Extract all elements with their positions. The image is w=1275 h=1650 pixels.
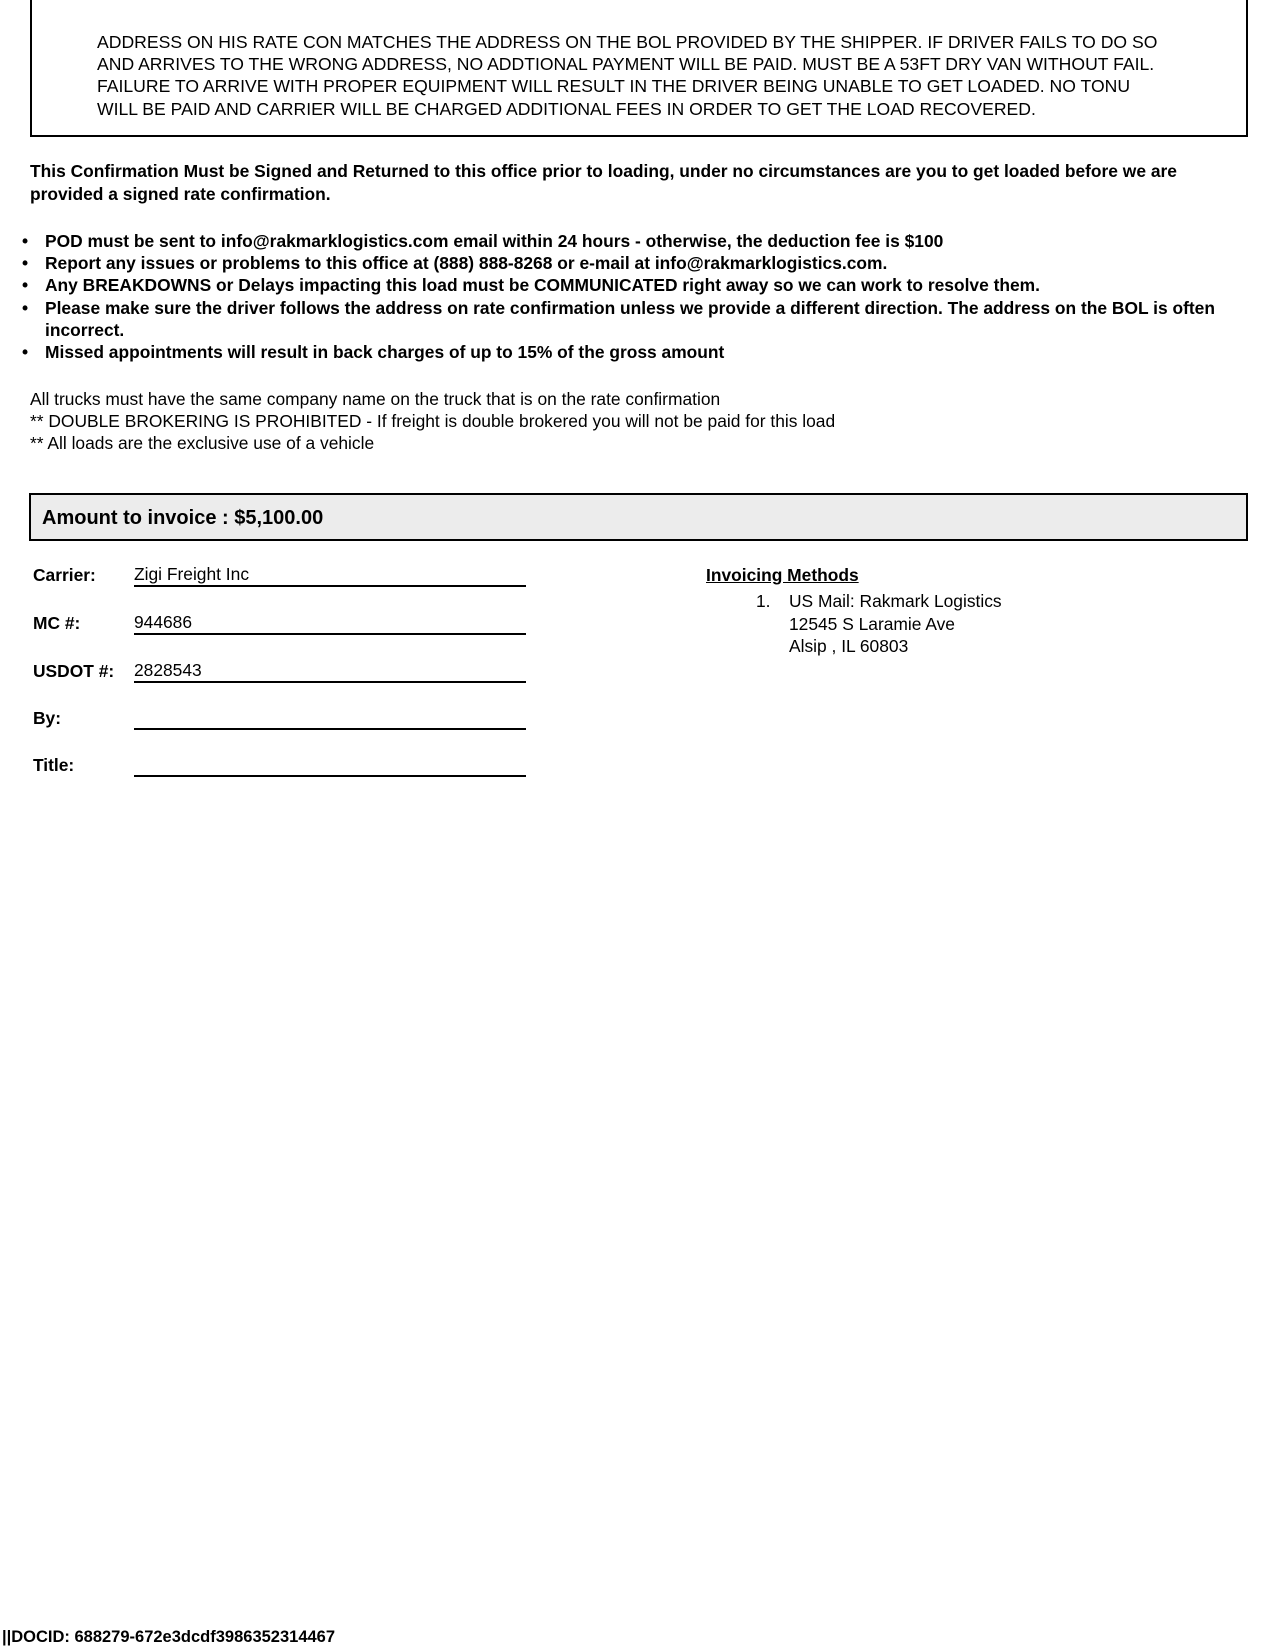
address-line: 12545 S Laramie Ave [789, 613, 955, 634]
note-line: All trucks must have the same company name on the truck that is on the rate confirmation [30, 389, 721, 409]
list-item [22, 252, 1247, 274]
rule-text: Any BREAKDOWNS or Delays impacting this load must be COMMUNICATED right away so we can work to resolve them. [45, 275, 1040, 296]
document-id: ||DOCID: 688279-672e3dcdf3986352314467 [2, 1628, 336, 1646]
notice-text [97, 31, 1247, 120]
invoice-amount-box [29, 493, 1248, 541]
bullet-icon: • [22, 231, 29, 251]
bullet-icon: • [22, 253, 29, 274]
title-field[interactable] [134, 753, 526, 777]
by-signature-field[interactable] [134, 706, 526, 730]
rule-text: Please make sure the driver follows the address on rate confirmation unless we provide a different direction. The address on the BOL is often incorrect. [45, 297, 1215, 340]
rule-text: Missed appointments will result in back charges of up to 15% of the gross amount [45, 342, 725, 363]
usdot-label: USDOT #: [33, 661, 115, 681]
rule-text: POD must be sent to info@rakmarklogistics.com email within 24 hours - otherwise, the deduction fee is $100 [45, 231, 944, 251]
bullet-icon: • [22, 275, 29, 296]
note-line: ** DOUBLE BROKERING IS PROHIBITED - If freight is double brokered you will not be paid for this load [30, 411, 836, 432]
invoicing-methods-title: Invoicing Methods [706, 565, 859, 585]
notice-line: AND ARRIVES TO THE WRONG ADDRESS, NO ADDTIONAL PAYMENT WILL BE PAID. MUST BE A 53FT DRY VAN WITHOUT FAIL. [97, 54, 1155, 75]
rule-text: Report any issues or problems to this office at (888) 888-8268 or e-mail at info@rakmarklogistics.com. [45, 253, 888, 274]
carrier-field[interactable]: Zigi Freight Inc [134, 563, 526, 587]
bullet-icon: • [22, 342, 29, 363]
list-item [22, 274, 1247, 296]
notes-block [30, 388, 1030, 455]
mc-field[interactable]: 944686 [134, 611, 526, 635]
rules-list [22, 230, 1247, 363]
invoice-amount: Amount to invoice : $5,100.00 [42, 507, 324, 529]
confirmation-statement: This Confirmation Must be Signed and Returned to this office prior to loading, under no circumstances are you to get loaded before we are provided a signed rate confirmation. [30, 161, 1177, 204]
mc-label: MC #: [33, 613, 81, 633]
notice-line: FAILURE TO ARRIVE WITH PROPER EQUIPMENT WILL RESULT IN THE DRIVER BEING UNABLE TO GET LOADED. NO TONU [97, 76, 1131, 97]
mailing-address [789, 590, 1002, 658]
notice-line: WILL BE PAID AND CARRIER WILL BE CHARGED ADDITIONAL FEES IN ORDER TO GET THE LOAD RECOVERED. [97, 98, 1036, 119]
usdot-field[interactable]: 2828543 [134, 659, 526, 683]
address-line: Alsip , IL 60803 [789, 636, 909, 656]
notice-line: ADDRESS ON HIS RATE CON MATCHES THE ADDRESS ON THE BOL PROVIDED BY THE SHIPPER. IF DRIVER FAILS TO DO SO [97, 32, 1158, 52]
note-line: ** All loads are the exclusive use of a vehicle [30, 433, 375, 454]
list-item [22, 297, 1247, 341]
carrier-label: Carrier: [33, 565, 96, 585]
list-item [22, 341, 1247, 363]
title-label: Title: [33, 755, 75, 775]
item-number: 1. [756, 591, 771, 611]
by-label: By: [33, 708, 62, 728]
address-line: US Mail: Rakmark Logistics [789, 591, 1002, 611]
list-item [22, 230, 1247, 252]
bullet-icon: • [22, 297, 29, 318]
